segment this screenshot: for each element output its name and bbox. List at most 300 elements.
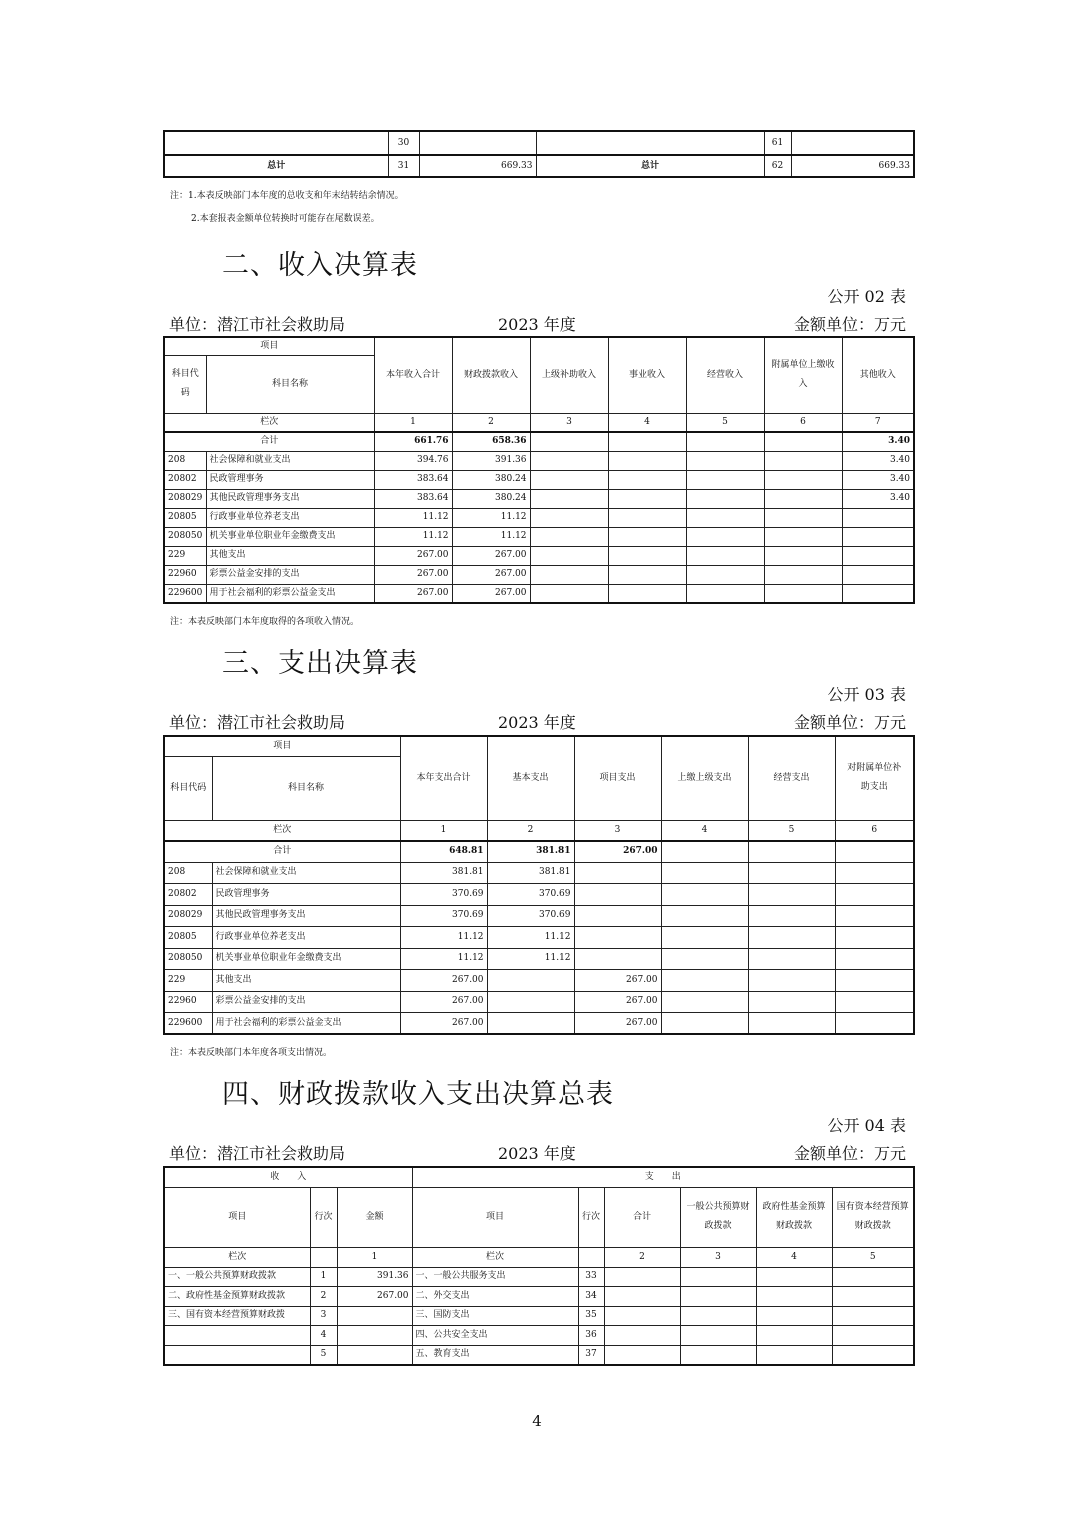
table-row bbox=[164, 489, 914, 508]
value-cell bbox=[604, 1287, 680, 1307]
value-cell bbox=[661, 884, 748, 906]
value-cell bbox=[832, 1287, 914, 1307]
value-cell bbox=[756, 1306, 832, 1326]
income-item bbox=[164, 1326, 310, 1346]
subject-name: 民政管理事务 bbox=[212, 884, 400, 906]
row-no: 35 bbox=[578, 1306, 604, 1326]
subject-name: 行政事业单位养老支出 bbox=[212, 927, 400, 949]
row-no: 5 bbox=[310, 1345, 337, 1365]
table-row bbox=[164, 1345, 914, 1365]
subject-code: 20805 bbox=[164, 508, 206, 527]
value-cell bbox=[686, 451, 764, 470]
expense-group-header: 支 出 bbox=[412, 1167, 914, 1187]
row-no: 34 bbox=[578, 1287, 604, 1307]
cell: 31 bbox=[388, 155, 419, 177]
subject-code: 208050 bbox=[164, 527, 206, 546]
income-amount bbox=[337, 1345, 412, 1365]
value-cell: 267.00 bbox=[574, 1013, 661, 1035]
total-cell bbox=[608, 432, 686, 451]
expense-table bbox=[163, 735, 915, 1035]
table-row bbox=[164, 451, 914, 470]
col-num: 1 bbox=[374, 413, 452, 432]
value-cell bbox=[604, 1306, 680, 1326]
header-col: 经营收入 bbox=[686, 337, 764, 413]
header-fund: 政府性基金预算财政拨款 bbox=[756, 1187, 832, 1247]
value-cell: 370.69 bbox=[487, 905, 574, 927]
section-heading-income: 二、收入决算表 bbox=[222, 250, 418, 281]
total-cell: 381.81 bbox=[487, 841, 574, 862]
value-cell: 267.00 bbox=[374, 565, 452, 584]
value-cell bbox=[661, 905, 748, 927]
table-row bbox=[164, 991, 914, 1013]
year-label: 2023 年度 bbox=[498, 1144, 576, 1163]
subject-name: 社会保障和就业支出 bbox=[212, 862, 400, 884]
value-cell bbox=[487, 991, 574, 1013]
header-row-no: 行次 bbox=[310, 1187, 337, 1247]
value-cell bbox=[748, 1013, 835, 1035]
col-label: 栏次 bbox=[412, 1247, 578, 1267]
table-row bbox=[164, 546, 914, 565]
subject-code: 20802 bbox=[164, 884, 212, 906]
value-cell bbox=[608, 565, 686, 584]
col-num: 4 bbox=[661, 820, 748, 841]
year-label: 2023 年度 bbox=[498, 713, 576, 732]
value-cell bbox=[842, 565, 914, 584]
value-cell bbox=[748, 991, 835, 1013]
expense-item: 一、一般公共服务支出 bbox=[412, 1267, 578, 1287]
table-row bbox=[164, 432, 914, 451]
row-no: 2 bbox=[310, 1287, 337, 1307]
value-cell bbox=[608, 584, 686, 603]
subject-name: 用于社会福利的彩票公益金支出 bbox=[212, 1013, 400, 1035]
value-cell: 11.12 bbox=[374, 508, 452, 527]
value-cell: 11.12 bbox=[452, 527, 530, 546]
subject-name: 机关事业单位职业年金缴费支出 bbox=[212, 948, 400, 970]
value-cell: 267.00 bbox=[374, 584, 452, 603]
value-cell bbox=[530, 451, 608, 470]
value-cell bbox=[842, 527, 914, 546]
value-cell bbox=[608, 470, 686, 489]
total-cell bbox=[764, 432, 842, 451]
header-item: 项目 bbox=[164, 736, 400, 756]
total-label: 总计 bbox=[164, 155, 388, 177]
unit-label: 单位：潜江市社会救助局 bbox=[169, 713, 346, 732]
subject-code: 208029 bbox=[164, 489, 206, 508]
value-cell bbox=[686, 527, 764, 546]
table-row bbox=[164, 841, 914, 862]
total-cell bbox=[686, 432, 764, 451]
table-row bbox=[164, 1306, 914, 1326]
subject-name: 其他支出 bbox=[212, 970, 400, 992]
col-label: 栏次 bbox=[164, 413, 374, 432]
value-cell bbox=[608, 546, 686, 565]
header-col: 其他收入 bbox=[842, 337, 914, 413]
value-cell: 11.12 bbox=[400, 948, 487, 970]
value-cell bbox=[574, 862, 661, 884]
subject-code: 208 bbox=[164, 862, 212, 884]
value-cell: 11.12 bbox=[487, 948, 574, 970]
value-cell: 370.69 bbox=[400, 905, 487, 927]
subject-code: 20805 bbox=[164, 927, 212, 949]
table-row bbox=[164, 820, 914, 841]
row-no: 3 bbox=[310, 1306, 337, 1326]
value-cell bbox=[686, 489, 764, 508]
row-no: 37 bbox=[578, 1345, 604, 1365]
expense-item: 三、国防支出 bbox=[412, 1306, 578, 1326]
total-cell: 267.00 bbox=[574, 841, 661, 862]
subject-code: 22960 bbox=[164, 991, 212, 1013]
value-cell: 3.40 bbox=[842, 451, 914, 470]
row-no: 1 bbox=[310, 1267, 337, 1287]
value-cell bbox=[604, 1267, 680, 1287]
subject-name: 彩票公益金安排的支出 bbox=[212, 991, 400, 1013]
income-item bbox=[164, 1345, 310, 1365]
value-cell bbox=[835, 884, 914, 906]
table-row bbox=[164, 470, 914, 489]
value-cell bbox=[756, 1345, 832, 1365]
income-amount bbox=[337, 1326, 412, 1346]
total-cell bbox=[661, 841, 748, 862]
subject-name: 社会保障和就业支出 bbox=[206, 451, 374, 470]
row-no: 36 bbox=[578, 1326, 604, 1346]
cell: 62 bbox=[764, 155, 791, 177]
value-cell bbox=[530, 546, 608, 565]
value-cell bbox=[764, 527, 842, 546]
value-cell bbox=[661, 862, 748, 884]
value-cell: 267.00 bbox=[574, 970, 661, 992]
value-cell bbox=[835, 927, 914, 949]
value-cell bbox=[686, 470, 764, 489]
income-item: 二、政府性基金预算财政拨款 bbox=[164, 1287, 310, 1307]
value-cell bbox=[574, 905, 661, 927]
value-cell bbox=[842, 546, 914, 565]
expense-item: 四、公共安全支出 bbox=[412, 1326, 578, 1346]
total-cell: 648.81 bbox=[400, 841, 487, 862]
value-cell bbox=[574, 884, 661, 906]
col-num: 7 bbox=[842, 413, 914, 432]
col-num: 6 bbox=[764, 413, 842, 432]
value-cell bbox=[756, 1267, 832, 1287]
col-num: 2 bbox=[604, 1247, 680, 1267]
header-item: 项目 bbox=[164, 337, 374, 355]
col-num: 2 bbox=[487, 820, 574, 841]
value-cell: 383.64 bbox=[374, 489, 452, 508]
row-no: 33 bbox=[578, 1267, 604, 1287]
value-cell bbox=[574, 927, 661, 949]
cell bbox=[310, 1247, 337, 1267]
value-cell bbox=[661, 970, 748, 992]
value-cell bbox=[680, 1345, 756, 1365]
value-cell: 267.00 bbox=[452, 584, 530, 603]
col-num: 3 bbox=[680, 1247, 756, 1267]
table-note: 注：本表反映部门本年度各项支出情况。 bbox=[170, 1048, 333, 1058]
row-no: 4 bbox=[310, 1326, 337, 1346]
header-col: 本年收入合计 bbox=[374, 337, 452, 413]
value-cell bbox=[835, 905, 914, 927]
total-cell: 658.36 bbox=[452, 432, 530, 451]
income-amount: 391.36 bbox=[337, 1267, 412, 1287]
header-col: 本年支出合计 bbox=[400, 736, 487, 820]
value-cell bbox=[608, 527, 686, 546]
value-cell: 391.36 bbox=[452, 451, 530, 470]
section-heading-fiscal: 四、财政拨款收入支出决算总表 bbox=[222, 1079, 614, 1110]
subject-code: 229 bbox=[164, 970, 212, 992]
total-label: 合计 bbox=[164, 841, 400, 862]
col-num: 5 bbox=[832, 1247, 914, 1267]
value-cell bbox=[832, 1306, 914, 1326]
table-row bbox=[164, 155, 914, 177]
value-cell bbox=[686, 546, 764, 565]
header-name: 科目名称 bbox=[206, 355, 374, 413]
value-cell bbox=[756, 1326, 832, 1346]
header-col: 项目支出 bbox=[574, 736, 661, 820]
table-row bbox=[164, 1247, 914, 1267]
value-cell bbox=[764, 451, 842, 470]
header-col: 经营支出 bbox=[748, 736, 835, 820]
value-cell: 380.24 bbox=[452, 470, 530, 489]
value-cell bbox=[748, 970, 835, 992]
header-col: 财政拨款收入 bbox=[452, 337, 530, 413]
table-row bbox=[164, 413, 914, 432]
value-cell bbox=[608, 508, 686, 527]
col-label: 栏次 bbox=[164, 820, 400, 841]
table-row bbox=[164, 1287, 914, 1307]
value-cell bbox=[686, 584, 764, 603]
total-amount: 669.33 bbox=[791, 155, 914, 177]
subject-code: 20802 bbox=[164, 470, 206, 489]
value-cell bbox=[680, 1287, 756, 1307]
expense-item: 二、外交支出 bbox=[412, 1287, 578, 1307]
subject-name: 行政事业单位养老支出 bbox=[206, 508, 374, 527]
table-number: 公开 04 表 bbox=[827, 1116, 906, 1135]
subject-name: 用于社会福利的彩票公益金支出 bbox=[206, 584, 374, 603]
value-cell bbox=[764, 584, 842, 603]
value-cell bbox=[487, 970, 574, 992]
table-row bbox=[164, 131, 914, 155]
value-cell bbox=[686, 508, 764, 527]
value-cell: 11.12 bbox=[400, 927, 487, 949]
value-cell bbox=[748, 862, 835, 884]
value-cell: 267.00 bbox=[452, 565, 530, 584]
value-cell bbox=[680, 1326, 756, 1346]
value-cell bbox=[530, 565, 608, 584]
page-number: 4 bbox=[532, 1412, 542, 1430]
value-cell bbox=[756, 1287, 832, 1307]
header-item: 项目 bbox=[164, 1187, 310, 1247]
value-cell: 11.12 bbox=[487, 927, 574, 949]
total-cell bbox=[530, 432, 608, 451]
header-col: 对附属单位补助支出 bbox=[835, 736, 914, 820]
value-cell: 3.40 bbox=[842, 489, 914, 508]
subject-name: 其他民政管理事务支出 bbox=[206, 489, 374, 508]
col-label: 栏次 bbox=[164, 1247, 310, 1267]
table-row bbox=[164, 508, 914, 527]
header-code: 科目代码 bbox=[164, 355, 206, 413]
value-cell bbox=[661, 1013, 748, 1035]
header-amount: 金额 bbox=[337, 1187, 412, 1247]
col-num: 6 bbox=[835, 820, 914, 841]
cell bbox=[419, 131, 536, 155]
header-code: 科目代码 bbox=[164, 756, 212, 820]
subject-name: 机关事业单位职业年金缴费支出 bbox=[206, 527, 374, 546]
value-cell: 267.00 bbox=[574, 991, 661, 1013]
value-cell bbox=[764, 470, 842, 489]
value-cell bbox=[661, 927, 748, 949]
value-cell: 3.40 bbox=[842, 470, 914, 489]
header-exp-item: 项目 bbox=[412, 1187, 578, 1247]
year-label: 2023 年度 bbox=[498, 315, 576, 334]
header-name: 科目名称 bbox=[212, 756, 400, 820]
value-cell bbox=[835, 862, 914, 884]
income-item: 一、一般公共预算财政拨款 bbox=[164, 1267, 310, 1287]
fiscal-table bbox=[163, 1166, 915, 1366]
value-cell bbox=[661, 991, 748, 1013]
table-number: 公开 02 表 bbox=[827, 287, 906, 306]
value-cell bbox=[574, 948, 661, 970]
expense-item: 五、教育支出 bbox=[412, 1345, 578, 1365]
table-row bbox=[164, 527, 914, 546]
table-number: 公开 03 表 bbox=[827, 685, 906, 704]
value-cell bbox=[748, 884, 835, 906]
value-cell bbox=[530, 584, 608, 603]
table-row bbox=[164, 1267, 914, 1287]
table-row bbox=[164, 948, 914, 970]
cell: 30 bbox=[388, 131, 419, 155]
value-cell bbox=[764, 565, 842, 584]
subject-name: 其他民政管理事务支出 bbox=[212, 905, 400, 927]
table-note: 注：1.本表反映部门本年度的总收支和年末结转结余情况。 bbox=[170, 191, 404, 201]
header-col: 附属单位上缴收入 bbox=[764, 337, 842, 413]
value-cell bbox=[604, 1345, 680, 1365]
cell: 61 bbox=[764, 131, 791, 155]
value-cell bbox=[604, 1326, 680, 1346]
value-cell: 380.24 bbox=[452, 489, 530, 508]
value-cell bbox=[530, 508, 608, 527]
subject-code: 229 bbox=[164, 546, 206, 565]
total-cell: 661.76 bbox=[374, 432, 452, 451]
value-cell bbox=[764, 546, 842, 565]
subject-code: 208029 bbox=[164, 905, 212, 927]
value-cell bbox=[832, 1267, 914, 1287]
subject-code: 22960 bbox=[164, 565, 206, 584]
table-row bbox=[164, 565, 914, 584]
col-num: 3 bbox=[530, 413, 608, 432]
value-cell: 381.81 bbox=[400, 862, 487, 884]
value-cell bbox=[748, 948, 835, 970]
value-cell bbox=[661, 948, 748, 970]
value-cell bbox=[842, 584, 914, 603]
subject-name: 其他支出 bbox=[206, 546, 374, 565]
value-cell bbox=[764, 489, 842, 508]
header-total: 合计 bbox=[604, 1187, 680, 1247]
table-row bbox=[164, 1326, 914, 1346]
value-cell: 370.69 bbox=[487, 884, 574, 906]
value-cell bbox=[835, 970, 914, 992]
total-cell bbox=[748, 841, 835, 862]
header-general: 一般公共预算财政拨款 bbox=[680, 1187, 756, 1247]
value-cell bbox=[608, 489, 686, 508]
subject-code: 229600 bbox=[164, 584, 206, 603]
value-cell: 11.12 bbox=[374, 527, 452, 546]
table-note: 注：本表反映部门本年度取得的各项收入情况。 bbox=[170, 617, 360, 627]
income-amount bbox=[337, 1306, 412, 1326]
table-row bbox=[164, 584, 914, 603]
table-row bbox=[164, 862, 914, 884]
total-label: 总计 bbox=[536, 155, 764, 177]
subject-code: 208050 bbox=[164, 948, 212, 970]
header-col: 基本支出 bbox=[487, 736, 574, 820]
unit-label: 单位：潜江市社会救助局 bbox=[169, 1144, 346, 1163]
col-num: 3 bbox=[574, 820, 661, 841]
value-cell: 383.64 bbox=[374, 470, 452, 489]
cell bbox=[536, 131, 764, 155]
amount-unit-label: 金额单位：万元 bbox=[793, 1144, 906, 1163]
subject-code: 208 bbox=[164, 451, 206, 470]
header-col: 上级补助收入 bbox=[530, 337, 608, 413]
unit-label: 单位：潜江市社会救助局 bbox=[169, 315, 346, 334]
table-row bbox=[164, 927, 914, 949]
total-cell: 3.40 bbox=[842, 432, 914, 451]
subject-name: 民政管理事务 bbox=[206, 470, 374, 489]
col-num: 2 bbox=[452, 413, 530, 432]
section-heading-expense: 三、支出决算表 bbox=[222, 648, 418, 679]
income-table bbox=[163, 336, 915, 604]
table-row bbox=[164, 905, 914, 927]
table-row bbox=[164, 1013, 914, 1035]
value-cell: 267.00 bbox=[400, 970, 487, 992]
cell bbox=[164, 131, 388, 155]
col-num: 4 bbox=[756, 1247, 832, 1267]
col-num: 1 bbox=[337, 1247, 412, 1267]
total-cell bbox=[835, 841, 914, 862]
summary-table-tail bbox=[163, 130, 915, 178]
header-state: 国有资本经营预算财政拨款 bbox=[832, 1187, 914, 1247]
amount-unit-label: 金额单位：万元 bbox=[793, 713, 906, 732]
value-cell bbox=[748, 927, 835, 949]
value-cell bbox=[835, 991, 914, 1013]
total-amount: 669.33 bbox=[419, 155, 536, 177]
header-col: 事业收入 bbox=[608, 337, 686, 413]
value-cell bbox=[748, 905, 835, 927]
income-item: 三、国有资本经营预算财政拨 bbox=[164, 1306, 310, 1326]
value-cell: 370.69 bbox=[400, 884, 487, 906]
subject-name: 彩票公益金安排的支出 bbox=[206, 565, 374, 584]
value-cell: 381.81 bbox=[487, 862, 574, 884]
cell bbox=[578, 1247, 604, 1267]
value-cell bbox=[764, 508, 842, 527]
value-cell bbox=[832, 1326, 914, 1346]
value-cell: 394.76 bbox=[374, 451, 452, 470]
value-cell bbox=[680, 1267, 756, 1287]
value-cell bbox=[608, 451, 686, 470]
table-row bbox=[164, 884, 914, 906]
col-num: 5 bbox=[686, 413, 764, 432]
value-cell bbox=[530, 489, 608, 508]
value-cell bbox=[835, 1013, 914, 1035]
subject-code: 229600 bbox=[164, 1013, 212, 1035]
value-cell bbox=[842, 508, 914, 527]
col-num: 5 bbox=[748, 820, 835, 841]
value-cell bbox=[832, 1345, 914, 1365]
value-cell bbox=[530, 527, 608, 546]
income-amount: 267.00 bbox=[337, 1287, 412, 1307]
income-group-header: 收 入 bbox=[164, 1167, 412, 1187]
value-cell bbox=[835, 948, 914, 970]
value-cell: 267.00 bbox=[452, 546, 530, 565]
value-cell bbox=[686, 565, 764, 584]
value-cell: 267.00 bbox=[400, 991, 487, 1013]
header-col: 上缴上级支出 bbox=[661, 736, 748, 820]
